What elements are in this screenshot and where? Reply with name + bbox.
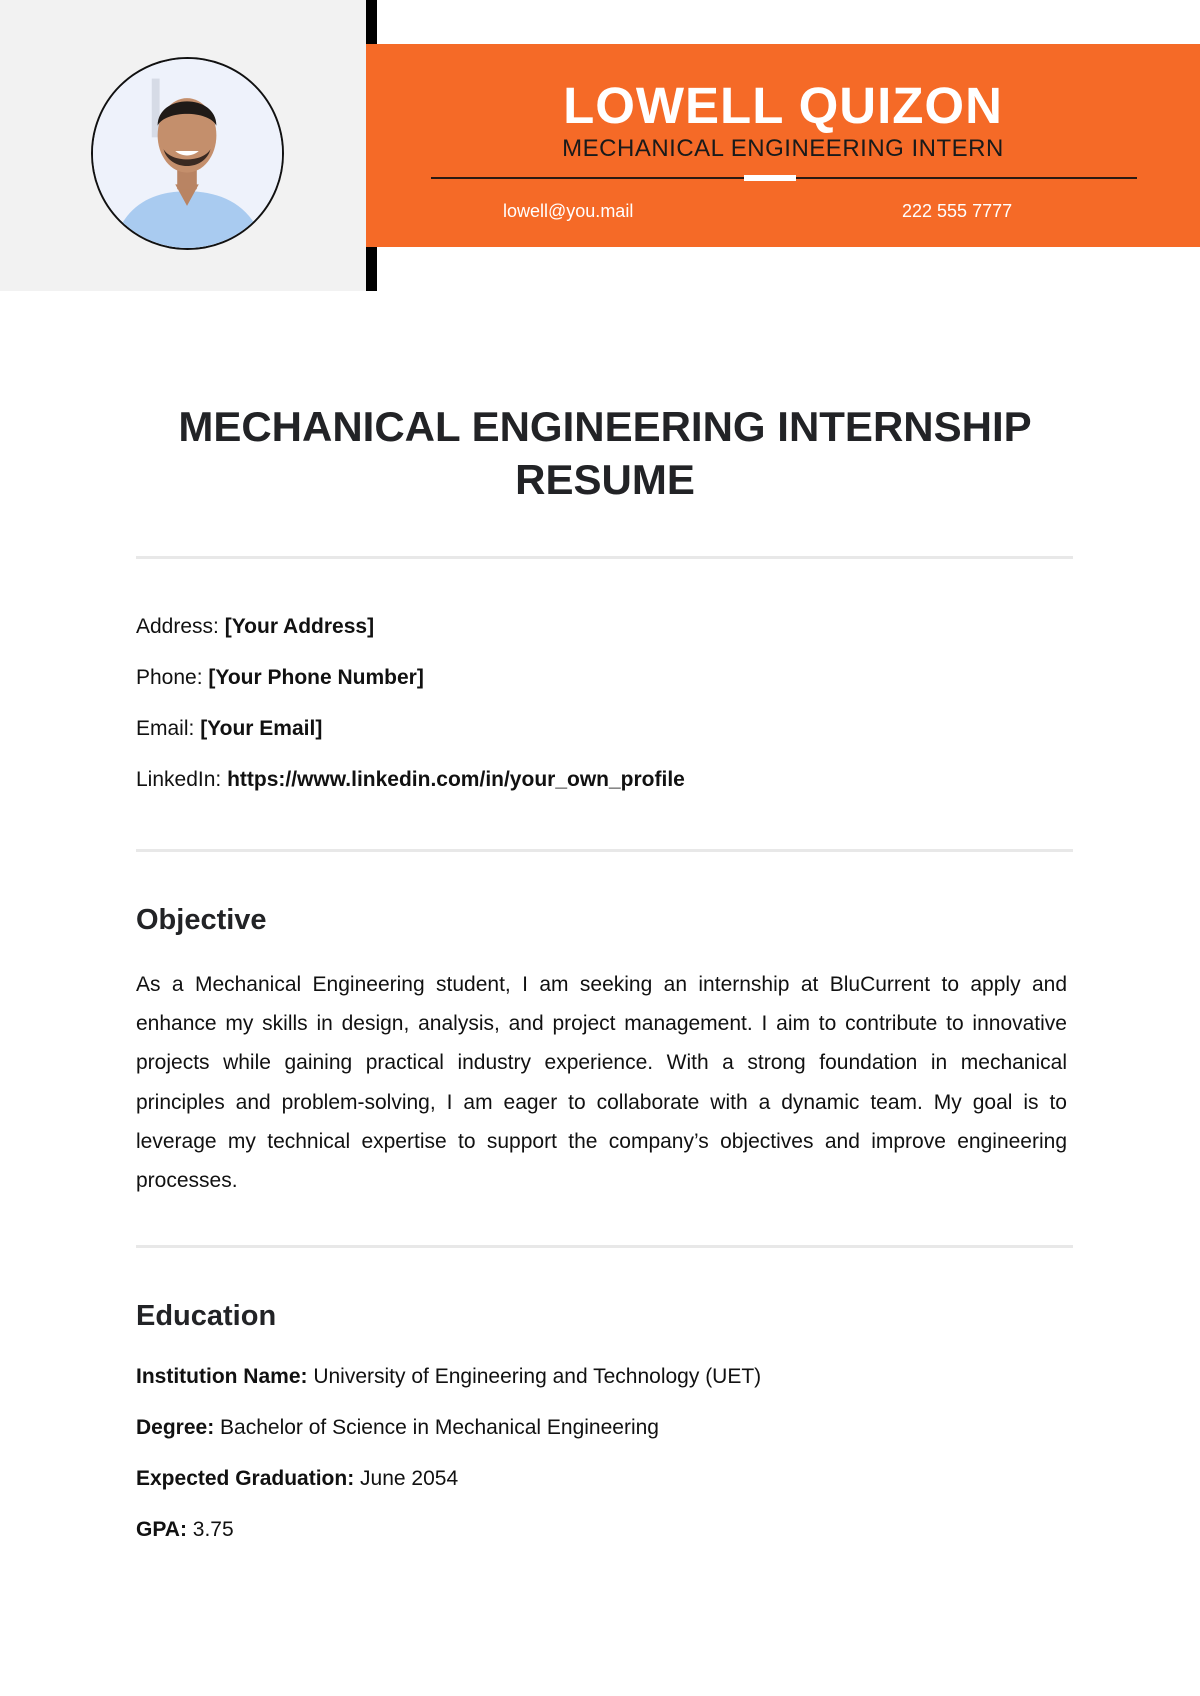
contact-value: [Your Phone Number] xyxy=(208,666,424,689)
education-gpa xyxy=(136,1518,234,1542)
candidate-role: MECHANICAL ENGINEERING INTERN xyxy=(562,135,1004,162)
document-title xyxy=(100,400,1110,506)
education-label: GPA: xyxy=(136,1518,187,1541)
education-value: 3.75 xyxy=(186,1518,234,1541)
avatar xyxy=(91,57,284,250)
education-institution xyxy=(136,1365,761,1389)
person-photo-icon xyxy=(93,59,282,248)
document-title-line1: MECHANICAL ENGINEERING INTERNSHIP xyxy=(178,403,1032,450)
contact-label: Address: xyxy=(136,615,225,638)
education-heading: Education xyxy=(136,1300,277,1332)
education-graduation xyxy=(136,1467,458,1491)
linkedin-link[interactable]: https://www.linkedin.com/in/your_own_profile xyxy=(227,768,685,791)
photo-panel xyxy=(0,0,366,291)
document-title-line2: RESUME xyxy=(515,456,695,503)
contact-linkedin xyxy=(136,768,685,792)
education-value: Bachelor of Science in Mechanical Engineering xyxy=(214,1416,659,1439)
header-email[interactable]: lowell@you.mail xyxy=(503,201,634,221)
objective-text: As a Mechanical Engineering student, I am seeking an internship at BluCurrent to apply and enhance my skills in design, analysis, and project management. I aim to contribute to innovative projects while gaining practical industry experience. With a strong foundation in mechanical principles and problem-solving, I am eager to collaborate with a dynamic team. My goal is to leverage my technical expertise to support the company’s objectives and improve engineering processes. xyxy=(136,973,1067,1193)
contact-label: Phone: xyxy=(136,666,209,689)
education-label: Expected Graduation: xyxy=(136,1467,355,1490)
contact-value: [Your Email] xyxy=(200,717,323,740)
contact-address xyxy=(136,615,374,639)
education-value: June 2054 xyxy=(354,1467,459,1490)
contact-value: [Your Address] xyxy=(224,615,375,638)
contact-label: Email: xyxy=(136,717,201,740)
contact-phone xyxy=(136,666,424,690)
contact-label: LinkedIn: xyxy=(136,768,228,791)
header-phone: 222 555 7777 xyxy=(902,201,1013,221)
education-label: Degree: xyxy=(136,1416,215,1439)
section-divider xyxy=(136,849,1073,852)
section-divider xyxy=(136,556,1073,559)
education-label: Institution Name: xyxy=(136,1365,308,1388)
candidate-name: LOWELL QUIZON xyxy=(563,77,1003,134)
education-value: University of Engineering and Technology (UET) xyxy=(307,1365,762,1388)
section-divider xyxy=(136,1245,1073,1248)
header-divider-accent xyxy=(744,175,796,181)
contact-email xyxy=(136,717,322,741)
education-degree xyxy=(136,1416,659,1440)
header-banner xyxy=(366,44,1200,247)
objective-heading: Objective xyxy=(136,904,267,936)
